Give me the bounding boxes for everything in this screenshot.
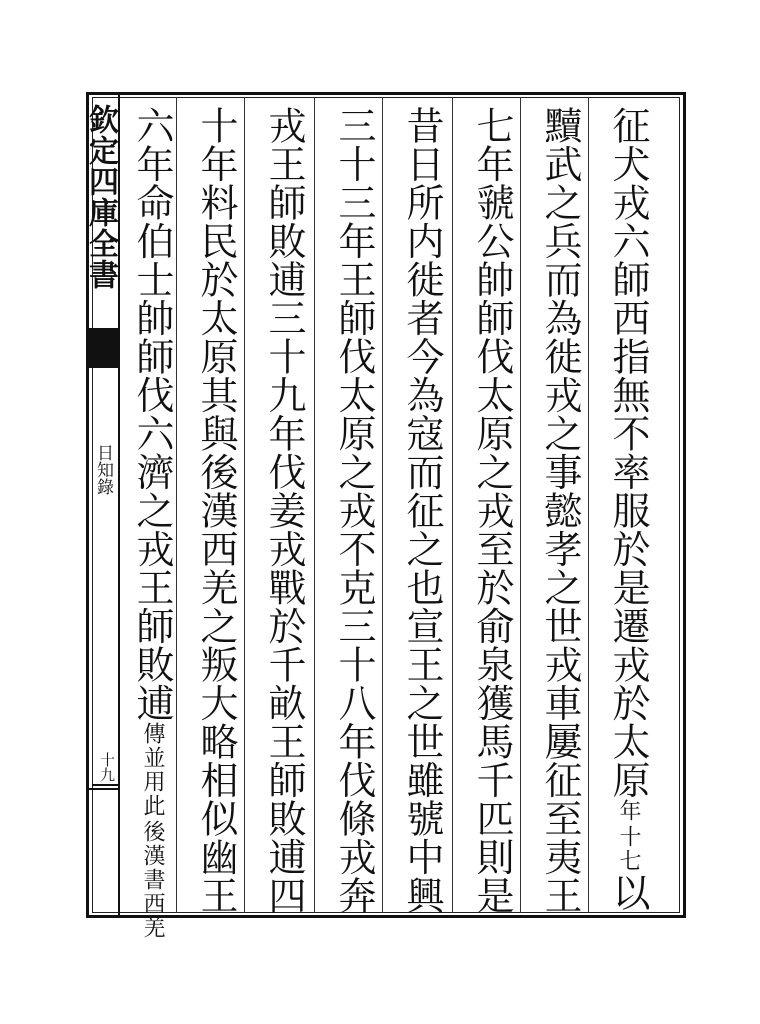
column-text: 七年虢公帥師伐太原之戎至於俞泉獲馬千匹則是 bbox=[470, 106, 514, 915]
text-column-5 bbox=[324, 106, 384, 915]
text-column-1 bbox=[598, 106, 658, 912]
column-text: 三十三年王師伐太原之戎不克三十八年伐條戎奔 bbox=[332, 106, 376, 915]
interlinear-note bbox=[615, 799, 641, 873]
text-column-7 bbox=[186, 106, 246, 915]
column-tail: 以 bbox=[606, 873, 650, 912]
note-line: 十七 bbox=[616, 825, 641, 873]
note-line: 年 bbox=[616, 799, 641, 823]
page-number: 十九 bbox=[92, 752, 118, 786]
text-column-2 bbox=[530, 106, 590, 915]
column-text: 十年料民於太原其與後漢西羌之叛大略相似幽王 bbox=[194, 106, 238, 915]
column-text: 昔日所内徙者今為寇而征之也宣王之世雖號中興 bbox=[400, 106, 444, 915]
column-text: 征犬戎六師西指無不率服於是遷戎於太原 bbox=[606, 106, 650, 799]
column-text: 黷武之兵而為徙戎之事懿孝之世戎車屢征至夷王 bbox=[538, 106, 582, 915]
column-rule bbox=[314, 97, 315, 913]
text-column-3 bbox=[462, 106, 522, 915]
note-line: 後漢書西羌 bbox=[140, 820, 165, 940]
fish-tail-mark bbox=[86, 328, 120, 368]
text-column-4 bbox=[392, 106, 452, 915]
text-column-8 bbox=[122, 106, 182, 940]
column-rule bbox=[452, 97, 453, 913]
column-text: 六年命伯士帥師伐六濟之戎王師敗逋 bbox=[130, 106, 174, 722]
note-line: 傳並用此 bbox=[140, 722, 165, 818]
gutter-rule bbox=[86, 788, 120, 790]
interlinear-note bbox=[139, 722, 165, 940]
collection-title: 欽定四庫全書 bbox=[83, 104, 118, 290]
text-column-6 bbox=[254, 106, 314, 915]
book-title: 日知錄 bbox=[93, 444, 113, 495]
column-text: 戎王師敗逋三十九年伐姜戎戰於千畝王師敗逋四 bbox=[262, 106, 306, 915]
